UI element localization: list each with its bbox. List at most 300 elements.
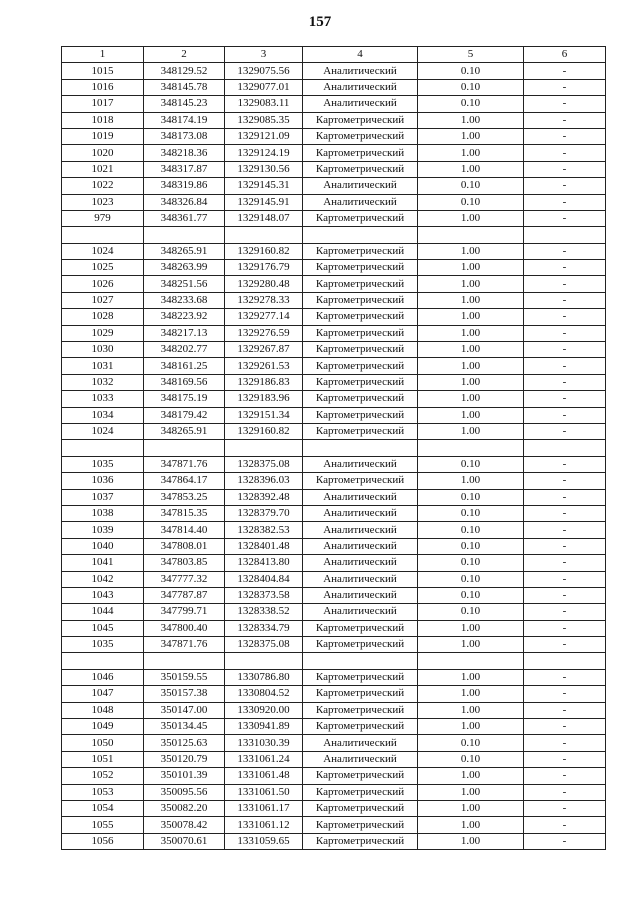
table-row [62, 194, 606, 210]
x-coordinate-cell: 350082.20 [144, 800, 225, 816]
accuracy-cell: 1.00 [418, 161, 524, 177]
accuracy-cell: 0.10 [418, 735, 524, 751]
point-number-cell: 1042 [62, 571, 144, 587]
note-cell: - [524, 358, 606, 374]
note-cell: - [524, 768, 606, 784]
table-row [62, 342, 606, 358]
x-coordinate-cell: 348175.19 [144, 391, 225, 407]
x-coordinate-cell: 348169.56 [144, 374, 225, 390]
y-coordinate-cell: 1329145.31 [225, 178, 303, 194]
x-coordinate-cell: 348326.84 [144, 194, 225, 210]
method-cell: Аналитический [303, 489, 418, 505]
point-number-cell: 1020 [62, 145, 144, 161]
method-cell: Картометрический [303, 358, 418, 374]
table-row [62, 833, 606, 849]
point-number-cell: 1041 [62, 555, 144, 571]
method-cell: Картометрический [303, 128, 418, 144]
table-row [62, 112, 606, 128]
point-number-cell: 1053 [62, 784, 144, 800]
point-number-cell: 1024 [62, 423, 144, 439]
accuracy-cell [418, 653, 524, 669]
column-header-4: 4 [303, 47, 418, 63]
point-number-cell: 1048 [62, 702, 144, 718]
method-cell: Картометрический [303, 112, 418, 128]
note-cell: - [524, 325, 606, 341]
accuracy-cell: 0.10 [418, 587, 524, 603]
point-number-cell: 1015 [62, 63, 144, 79]
table-row [62, 522, 606, 538]
note-cell [524, 440, 606, 456]
method-cell: Картометрический [303, 243, 418, 259]
note-cell: - [524, 194, 606, 210]
accuracy-cell: 1.00 [418, 145, 524, 161]
method-cell: Картометрический [303, 423, 418, 439]
point-number-cell: 1024 [62, 243, 144, 259]
x-coordinate-cell: 350125.63 [144, 735, 225, 751]
x-coordinate-cell: 348179.42 [144, 407, 225, 423]
point-number-cell: 1025 [62, 260, 144, 276]
accuracy-cell: 1.00 [418, 719, 524, 735]
table-row [62, 79, 606, 95]
note-cell: - [524, 637, 606, 653]
accuracy-cell: 1.00 [418, 112, 524, 128]
y-coordinate-cell: 1328373.58 [225, 587, 303, 603]
method-cell: Аналитический [303, 571, 418, 587]
note-cell: - [524, 587, 606, 603]
accuracy-cell: 1.00 [418, 210, 524, 226]
column-header-5: 5 [418, 47, 524, 63]
method-cell: Картометрический [303, 374, 418, 390]
point-number-cell: 1049 [62, 719, 144, 735]
point-number-cell: 1046 [62, 669, 144, 685]
accuracy-cell: 1.00 [418, 358, 524, 374]
accuracy-cell: 1.00 [418, 768, 524, 784]
x-coordinate-cell: 350134.45 [144, 719, 225, 735]
y-coordinate-cell: 1329160.82 [225, 423, 303, 439]
method-cell: Картометрический [303, 210, 418, 226]
x-coordinate-cell: 348161.25 [144, 358, 225, 374]
table-row [62, 669, 606, 685]
note-cell: - [524, 571, 606, 587]
method-cell: Аналитический [303, 538, 418, 554]
method-cell: Аналитический [303, 63, 418, 79]
table-row [62, 817, 606, 833]
note-cell: - [524, 423, 606, 439]
note-cell: - [524, 489, 606, 505]
x-coordinate-cell [144, 440, 225, 456]
note-cell: - [524, 276, 606, 292]
method-cell: Аналитический [303, 96, 418, 112]
method-cell: Картометрический [303, 768, 418, 784]
point-number-cell: 1052 [62, 768, 144, 784]
note-cell: - [524, 374, 606, 390]
y-coordinate-cell: 1329176.79 [225, 260, 303, 276]
method-cell: Аналитический [303, 178, 418, 194]
column-header-6: 6 [524, 47, 606, 63]
note-cell: - [524, 800, 606, 816]
method-cell: Аналитический [303, 505, 418, 521]
note-cell: - [524, 751, 606, 767]
accuracy-cell: 1.00 [418, 243, 524, 259]
table-row [62, 161, 606, 177]
table-row [62, 243, 606, 259]
point-number-cell: 1054 [62, 800, 144, 816]
note-cell: - [524, 145, 606, 161]
table-row [62, 210, 606, 226]
y-coordinate-cell: 1329085.35 [225, 112, 303, 128]
point-number-cell: 1023 [62, 194, 144, 210]
method-cell: Картометрический [303, 292, 418, 308]
note-cell: - [524, 456, 606, 472]
accuracy-cell: 1.00 [418, 817, 524, 833]
point-number-cell: 1033 [62, 391, 144, 407]
table-row [62, 555, 606, 571]
method-cell: Аналитический [303, 587, 418, 603]
accuracy-cell: 1.00 [418, 473, 524, 489]
y-coordinate-cell: 1331061.48 [225, 768, 303, 784]
method-cell: Картометрический [303, 276, 418, 292]
x-coordinate-cell: 348263.99 [144, 260, 225, 276]
table-row [62, 604, 606, 620]
y-coordinate-cell: 1330804.52 [225, 686, 303, 702]
point-number-cell: 1031 [62, 358, 144, 374]
method-cell: Аналитический [303, 456, 418, 472]
accuracy-cell: 1.00 [418, 391, 524, 407]
table-row [62, 719, 606, 735]
table-row [62, 96, 606, 112]
method-cell: Картометрический [303, 620, 418, 636]
method-cell [303, 227, 418, 243]
method-cell: Аналитический [303, 555, 418, 571]
column-header-2: 2 [144, 47, 225, 63]
point-number-cell: 1051 [62, 751, 144, 767]
accuracy-cell: 1.00 [418, 833, 524, 849]
accuracy-cell: 0.10 [418, 489, 524, 505]
point-number-cell: 1037 [62, 489, 144, 505]
method-cell [303, 440, 418, 456]
method-cell: Картометрический [303, 686, 418, 702]
y-coordinate-cell: 1329276.59 [225, 325, 303, 341]
accuracy-cell: 1.00 [418, 374, 524, 390]
table-row [62, 505, 606, 521]
method-cell: Картометрический [303, 833, 418, 849]
point-number-cell: 1044 [62, 604, 144, 620]
note-cell: - [524, 128, 606, 144]
point-number-cell: 1022 [62, 178, 144, 194]
table-row [62, 489, 606, 505]
x-coordinate-cell: 350101.39 [144, 768, 225, 784]
accuracy-cell: 1.00 [418, 276, 524, 292]
note-cell: - [524, 686, 606, 702]
y-coordinate-cell: 1328382.53 [225, 522, 303, 538]
y-coordinate-cell: 1330941.89 [225, 719, 303, 735]
y-coordinate-cell: 1328413.80 [225, 555, 303, 571]
note-cell: - [524, 96, 606, 112]
table-row [62, 686, 606, 702]
table-separator-row [62, 440, 606, 456]
accuracy-cell: 0.10 [418, 63, 524, 79]
x-coordinate-cell: 347808.01 [144, 538, 225, 554]
note-cell: - [524, 719, 606, 735]
table-row [62, 276, 606, 292]
table-row [62, 178, 606, 194]
accuracy-cell: 0.10 [418, 538, 524, 554]
accuracy-cell: 1.00 [418, 637, 524, 653]
table-row [62, 145, 606, 161]
note-cell: - [524, 161, 606, 177]
point-number-cell: 1029 [62, 325, 144, 341]
method-cell [303, 653, 418, 669]
page-number: 157 [308, 14, 332, 30]
point-number-cell [62, 440, 144, 456]
accuracy-cell: 0.10 [418, 79, 524, 95]
note-cell: - [524, 210, 606, 226]
point-number-cell: 1038 [62, 505, 144, 521]
x-coordinate-cell: 350095.56 [144, 784, 225, 800]
note-cell: - [524, 784, 606, 800]
y-coordinate-cell: 1331061.24 [225, 751, 303, 767]
point-number-cell [62, 227, 144, 243]
method-cell: Аналитический [303, 79, 418, 95]
x-coordinate-cell: 348233.68 [144, 292, 225, 308]
x-coordinate-cell: 348317.87 [144, 161, 225, 177]
table-row [62, 325, 606, 341]
note-cell: - [524, 555, 606, 571]
method-cell: Картометрический [303, 669, 418, 685]
coordinates-table [61, 46, 606, 850]
accuracy-cell: 1.00 [418, 325, 524, 341]
x-coordinate-cell: 348361.77 [144, 210, 225, 226]
x-coordinate-cell: 348217.13 [144, 325, 225, 341]
note-cell: - [524, 473, 606, 489]
accuracy-cell: 1.00 [418, 128, 524, 144]
y-coordinate-cell: 1329277.14 [225, 309, 303, 325]
note-cell: - [524, 243, 606, 259]
note-cell: - [524, 538, 606, 554]
accuracy-cell: 0.10 [418, 456, 524, 472]
method-cell: Картометрический [303, 719, 418, 735]
y-coordinate-cell: 1328338.52 [225, 604, 303, 620]
point-number-cell: 1034 [62, 407, 144, 423]
method-cell: Картометрический [303, 161, 418, 177]
table-header-row [62, 47, 606, 63]
method-cell: Аналитический [303, 194, 418, 210]
point-number-cell: 1027 [62, 292, 144, 308]
note-cell: - [524, 112, 606, 128]
table-row [62, 423, 606, 439]
x-coordinate-cell: 347800.40 [144, 620, 225, 636]
note-cell: - [524, 702, 606, 718]
accuracy-cell: 1.00 [418, 309, 524, 325]
method-cell: Картометрический [303, 800, 418, 816]
x-coordinate-cell: 348218.36 [144, 145, 225, 161]
point-number-cell: 1039 [62, 522, 144, 538]
x-coordinate-cell: 348251.56 [144, 276, 225, 292]
y-coordinate-cell: 1328379.70 [225, 505, 303, 521]
x-coordinate-cell: 347803.85 [144, 555, 225, 571]
y-coordinate-cell: 1330920.00 [225, 702, 303, 718]
accuracy-cell: 0.10 [418, 178, 524, 194]
table-row [62, 63, 606, 79]
note-cell: - [524, 522, 606, 538]
x-coordinate-cell: 347814.40 [144, 522, 225, 538]
note-cell: - [524, 309, 606, 325]
y-coordinate-cell: 1329121.09 [225, 128, 303, 144]
table-row [62, 391, 606, 407]
y-coordinate-cell: 1329280.48 [225, 276, 303, 292]
y-coordinate-cell: 1329151.34 [225, 407, 303, 423]
accuracy-cell: 0.10 [418, 555, 524, 571]
note-cell: - [524, 817, 606, 833]
y-coordinate-cell: 1331061.17 [225, 800, 303, 816]
method-cell: Картометрический [303, 325, 418, 341]
note-cell: - [524, 79, 606, 95]
point-number-cell: 1040 [62, 538, 144, 554]
y-coordinate-cell: 1329278.33 [225, 292, 303, 308]
x-coordinate-cell: 350157.38 [144, 686, 225, 702]
point-number-cell: 1055 [62, 817, 144, 833]
column-header-1: 1 [62, 47, 144, 63]
point-number-cell: 1043 [62, 587, 144, 603]
point-number-cell: 1036 [62, 473, 144, 489]
method-cell: Картометрический [303, 342, 418, 358]
table-row [62, 751, 606, 767]
point-number-cell: 979 [62, 210, 144, 226]
table-row [62, 292, 606, 308]
y-coordinate-cell: 1329077.01 [225, 79, 303, 95]
point-number-cell: 1030 [62, 342, 144, 358]
y-coordinate-cell: 1331059.65 [225, 833, 303, 849]
table-row [62, 309, 606, 325]
y-coordinate-cell: 1329160.82 [225, 243, 303, 259]
point-number-cell [62, 653, 144, 669]
point-number-cell: 1016 [62, 79, 144, 95]
method-cell: Картометрический [303, 817, 418, 833]
method-cell: Картометрический [303, 391, 418, 407]
accuracy-cell: 1.00 [418, 423, 524, 439]
method-cell: Картометрический [303, 702, 418, 718]
y-coordinate-cell: 1329130.56 [225, 161, 303, 177]
note-cell: - [524, 604, 606, 620]
accuracy-cell: 0.10 [418, 505, 524, 521]
x-coordinate-cell: 347853.25 [144, 489, 225, 505]
table-row [62, 571, 606, 587]
x-coordinate-cell: 348129.52 [144, 63, 225, 79]
column-header-3: 3 [225, 47, 303, 63]
y-coordinate-cell: 1329261.53 [225, 358, 303, 374]
point-number-cell: 1045 [62, 620, 144, 636]
accuracy-cell: 0.10 [418, 522, 524, 538]
y-coordinate-cell: 1331030.39 [225, 735, 303, 751]
method-cell: Картометрический [303, 309, 418, 325]
x-coordinate-cell: 348265.91 [144, 423, 225, 439]
x-coordinate-cell: 347864.17 [144, 473, 225, 489]
accuracy-cell: 0.10 [418, 96, 524, 112]
method-cell: Картометрический [303, 473, 418, 489]
note-cell: - [524, 342, 606, 358]
method-cell: Картометрический [303, 784, 418, 800]
table-row [62, 358, 606, 374]
y-coordinate-cell: 1331061.12 [225, 817, 303, 833]
method-cell: Аналитический [303, 735, 418, 751]
y-coordinate-cell: 1329075.56 [225, 63, 303, 79]
point-number-cell: 1050 [62, 735, 144, 751]
x-coordinate-cell: 348223.92 [144, 309, 225, 325]
accuracy-cell: 1.00 [418, 800, 524, 816]
accuracy-cell [418, 440, 524, 456]
note-cell: - [524, 391, 606, 407]
y-coordinate-cell: 1328375.08 [225, 456, 303, 472]
accuracy-cell [418, 227, 524, 243]
y-coordinate-cell: 1331061.50 [225, 784, 303, 800]
x-coordinate-cell: 347871.76 [144, 456, 225, 472]
point-number-cell: 1035 [62, 456, 144, 472]
point-number-cell: 1026 [62, 276, 144, 292]
note-cell: - [524, 178, 606, 194]
table-row [62, 407, 606, 423]
table-row [62, 128, 606, 144]
accuracy-cell: 1.00 [418, 620, 524, 636]
point-number-cell: 1018 [62, 112, 144, 128]
y-coordinate-cell: 1329148.07 [225, 210, 303, 226]
x-coordinate-cell: 350120.79 [144, 751, 225, 767]
accuracy-cell: 1.00 [418, 669, 524, 685]
accuracy-cell: 1.00 [418, 702, 524, 718]
y-coordinate-cell [225, 653, 303, 669]
method-cell: Картометрический [303, 407, 418, 423]
y-coordinate-cell: 1329183.96 [225, 391, 303, 407]
note-cell: - [524, 260, 606, 276]
table-row [62, 587, 606, 603]
accuracy-cell: 0.10 [418, 604, 524, 620]
note-cell: - [524, 505, 606, 521]
y-coordinate-cell: 1329145.91 [225, 194, 303, 210]
point-number-cell: 1047 [62, 686, 144, 702]
accuracy-cell: 1.00 [418, 260, 524, 276]
table-separator-row [62, 653, 606, 669]
y-coordinate-cell: 1328401.48 [225, 538, 303, 554]
note-cell: - [524, 292, 606, 308]
accuracy-cell: 1.00 [418, 292, 524, 308]
method-cell: Картометрический [303, 637, 418, 653]
x-coordinate-cell: 348265.91 [144, 243, 225, 259]
x-coordinate-cell: 348174.19 [144, 112, 225, 128]
table-row [62, 702, 606, 718]
table-body [62, 63, 606, 850]
table-row [62, 538, 606, 554]
y-coordinate-cell: 1329267.87 [225, 342, 303, 358]
x-coordinate-cell [144, 653, 225, 669]
note-cell [524, 227, 606, 243]
method-cell: Аналитический [303, 751, 418, 767]
table-separator-row [62, 227, 606, 243]
y-coordinate-cell: 1329124.19 [225, 145, 303, 161]
x-coordinate-cell: 347815.35 [144, 505, 225, 521]
accuracy-cell: 1.00 [418, 784, 524, 800]
note-cell: - [524, 620, 606, 636]
point-number-cell: 1056 [62, 833, 144, 849]
point-number-cell: 1017 [62, 96, 144, 112]
y-coordinate-cell: 1329083.11 [225, 96, 303, 112]
table-row [62, 768, 606, 784]
table-row [62, 800, 606, 816]
y-coordinate-cell: 1328392.48 [225, 489, 303, 505]
note-cell: - [524, 407, 606, 423]
accuracy-cell: 0.10 [418, 751, 524, 767]
table-row [62, 473, 606, 489]
method-cell: Аналитический [303, 604, 418, 620]
table-row [62, 784, 606, 800]
